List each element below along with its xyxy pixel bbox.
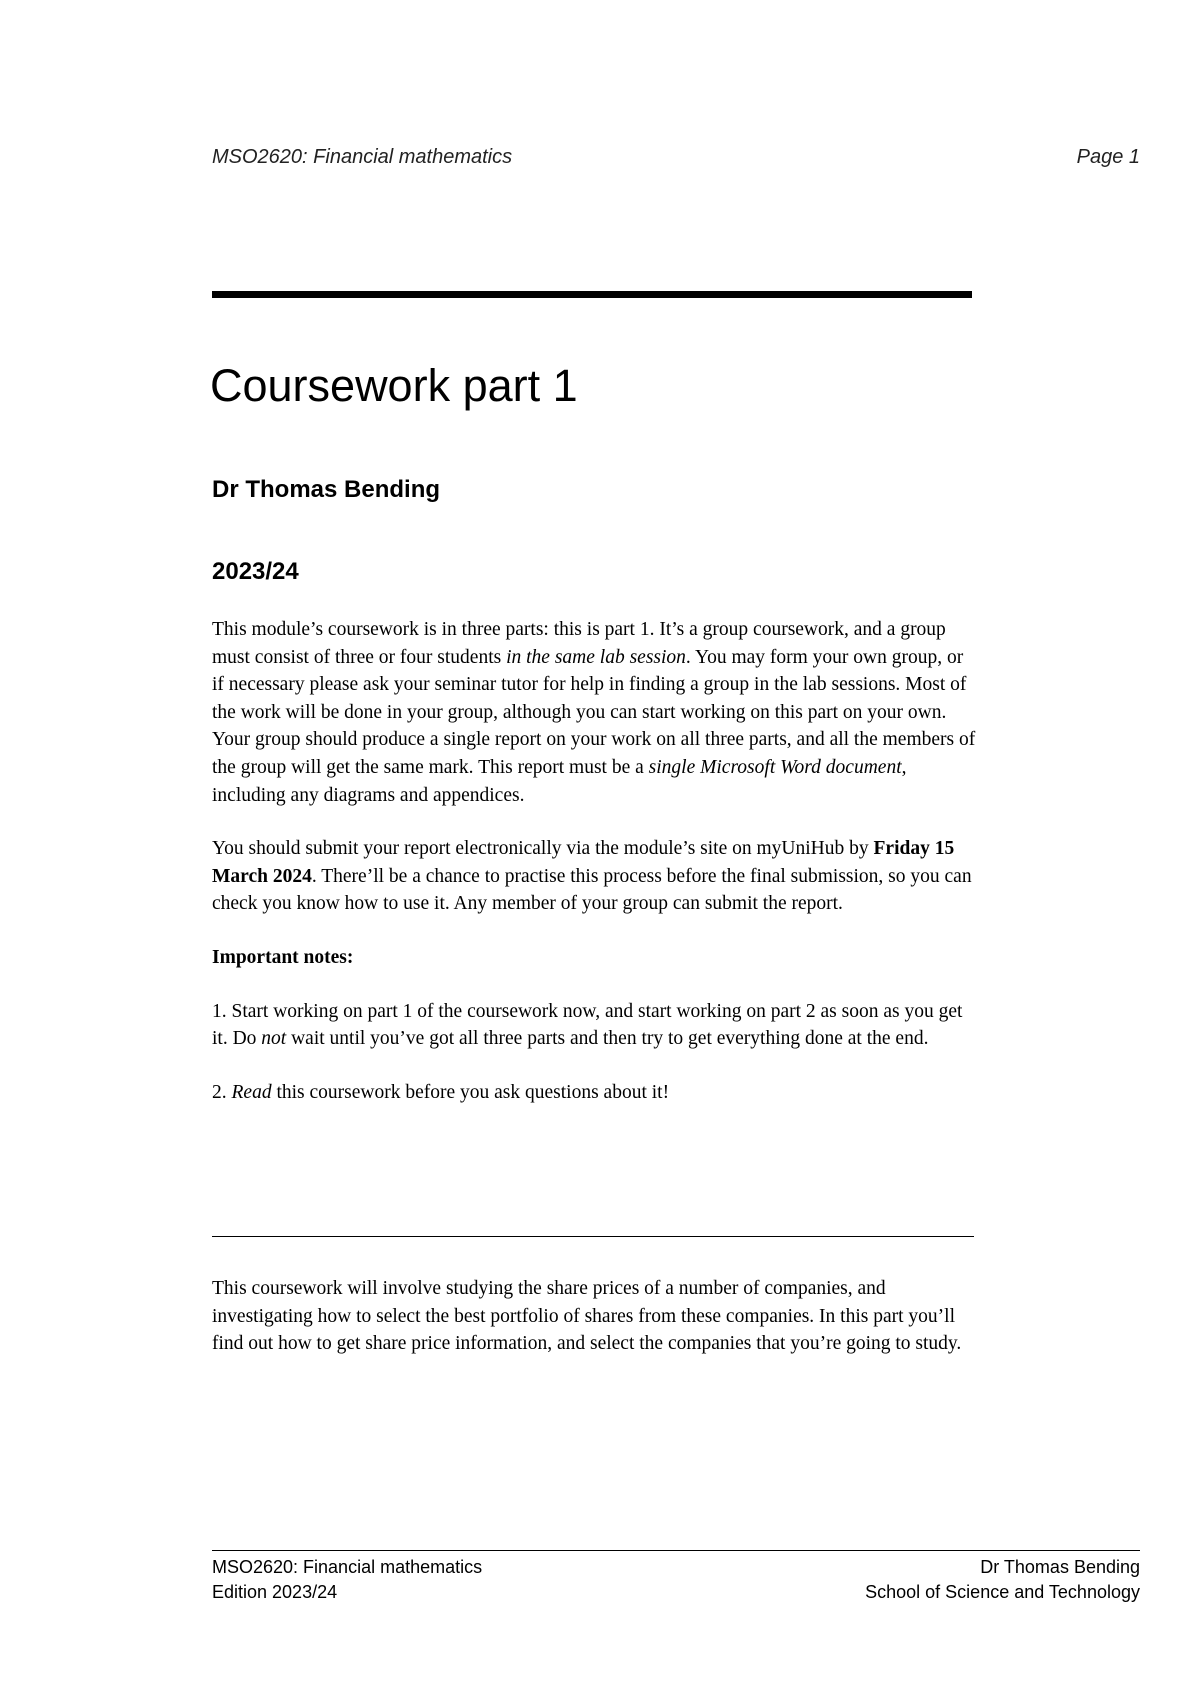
footer-school: School of Science and Technology <box>865 1582 1140 1602</box>
submission-text-c: . There’ll be a chance to practise this process before the final submission, so you can check you know how to use it. Any member of your group can submit the report. <box>212 865 972 915</box>
intro-p1-emphasis-lab-session: in the same lab session <box>506 646 686 668</box>
note-2 <box>212 1079 977 1107</box>
note-1-text-a: 1. Start working on part 1 of the coursework now, and start working on part 2 as soon as you get it. Do <box>212 1000 963 1050</box>
note-1-text-c: wait until you’ve got all three parts and then try to get everything done at the end. <box>286 1028 929 1050</box>
footer-module-name: MSO2620: Financial mathematics <box>212 1557 483 1577</box>
notes-heading-text: Important notes: <box>212 946 354 968</box>
header-page-number: Page 1 <box>1076 146 1140 168</box>
section-divider <box>212 1236 974 1237</box>
submission-text-a: You should submit your report electronically via the module’s site on myUniHub by <box>212 838 874 860</box>
footer-divider <box>212 1550 1140 1551</box>
title-divider <box>212 291 972 298</box>
header-module-name: MSO2620: Financial mathematics <box>212 146 513 168</box>
intro-p1-emphasis-word-doc: single Microsoft Word document <box>648 756 902 778</box>
document-body <box>212 616 977 1132</box>
academic-year: 2023/24 <box>212 558 299 585</box>
footer-edition: Edition 2023/24 <box>212 1582 338 1602</box>
note-2-emphasis: Read <box>231 1081 272 1103</box>
submission-deadline: Friday 15 March 2024 <box>212 838 955 887</box>
intro-p1-text-a: This module’s coursework is in three parts: this is part 1. It’s a group coursework, and a group must consist of three or four students <box>212 619 946 668</box>
intro-p1-text-c: . You may form your own group, or if necessary please ask your seminar tutor for help in finding a group in the lab sessions. Most of the work will be done in your group, although you can start working on this part on your own. Your group should produce a single report on your work on all three parts, and all the members of the group will get the same mark. This report must be a <box>212 646 976 778</box>
notes-heading <box>212 944 977 972</box>
closing-paragraph: This coursework will involve studying the share prices of a number of companies, and investigating how to select the best portfolio of shares from these companies. In this part you’ll find out how to get share price information, and select the companies that you’re going to study. <box>212 1278 962 1355</box>
footer-right <box>865 1555 1140 1605</box>
author-name: Dr Thomas Bending <box>212 476 441 503</box>
note-2-text-a: 2. <box>212 1081 232 1103</box>
footer-left <box>212 1555 482 1605</box>
footer-author: Dr Thomas Bending <box>980 1557 1140 1577</box>
intro-p1-text-e: , including any diagrams and appendices. <box>212 756 907 806</box>
intro-paragraph <box>212 616 977 809</box>
note-2-text-c: this coursework before you ask questions about it! <box>271 1081 670 1103</box>
note-1-emphasis: not <box>261 1028 287 1050</box>
document-title: Coursework part 1 <box>210 360 578 411</box>
note-1 <box>212 998 977 1053</box>
submission-paragraph <box>212 835 977 918</box>
